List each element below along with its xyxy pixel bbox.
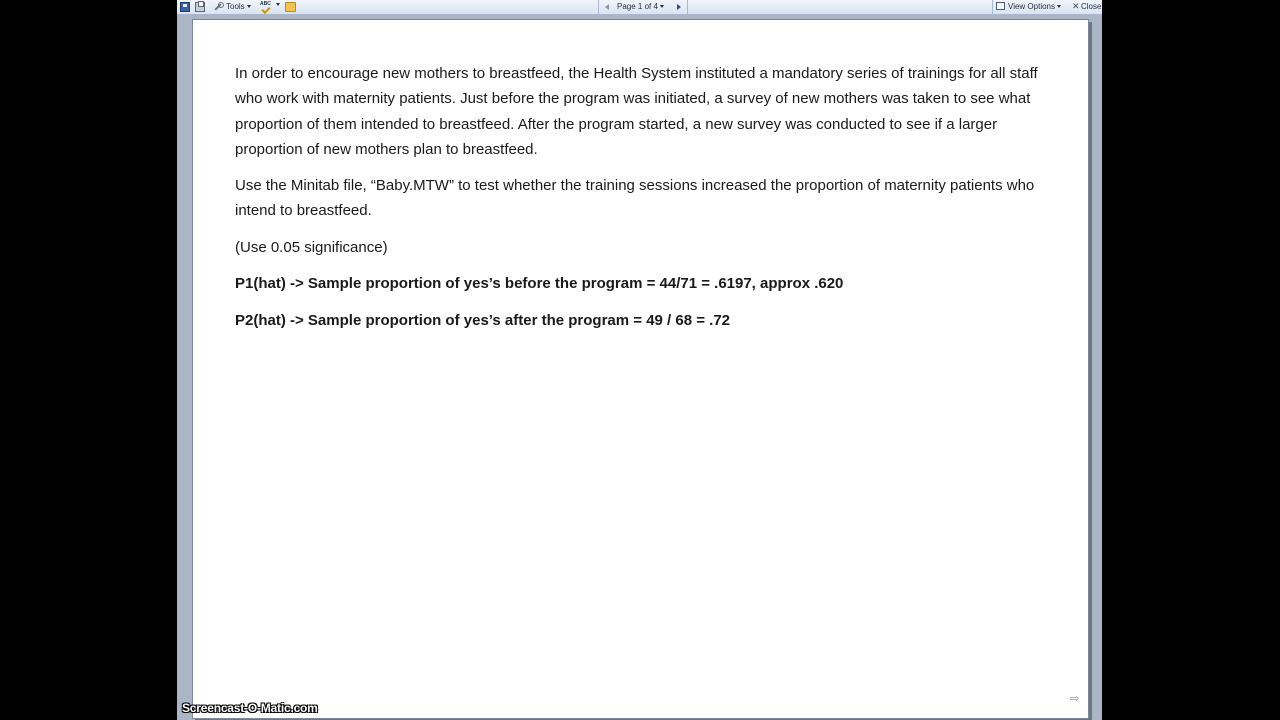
folder-icon[interactable]: [285, 2, 296, 12]
reading-toolbar: [177, 0, 1102, 15]
page-indicator: Page 1 of 4: [617, 2, 658, 11]
print-icon[interactable]: [195, 2, 205, 12]
close-label: Close: [1081, 2, 1102, 11]
arrow-icon[interactable]: ⇨: [1070, 693, 1080, 705]
tools-menu-button[interactable]: [226, 2, 251, 12]
tools-icon[interactable]: [213, 2, 223, 12]
save-icon[interactable]: [180, 2, 190, 12]
chevron-down-icon: [1057, 5, 1061, 8]
chevron-down-icon[interactable]: [276, 3, 280, 6]
watermark: Screencast-O-Matic.com: [182, 701, 318, 715]
close-icon: ✕: [1072, 1, 1080, 11]
document-page[interactable]: [192, 19, 1089, 719]
paragraph-instructions: Use the Minitab file, “Baby.MTW” to test whether the training sessions increased the proportion of maternity patients who intend to breastfeed.: [235, 177, 1035, 220]
close-button[interactable]: [1072, 0, 1102, 14]
page-indicator-button[interactable]: [617, 2, 664, 12]
full-screen-reading-window: [177, 0, 1102, 720]
tools-label: Tools: [226, 2, 245, 11]
paragraph-p1-hat: P1(hat) -> Sample proportion of yes’s before the program = 44/71 = .6197, approx .620: [235, 275, 844, 293]
chevron-down-icon: [247, 5, 251, 8]
next-page-icon[interactable]: [677, 4, 681, 10]
prev-page-icon[interactable]: [605, 4, 609, 10]
view-options-icon: [996, 2, 1005, 10]
document-body[interactable]: [235, 61, 1055, 345]
spell-check-icon[interactable]: [260, 2, 272, 12]
view-options-label: View Options: [1008, 2, 1055, 11]
view-options-button[interactable]: [992, 0, 1061, 14]
paragraph-p2-hat: P2(hat) -> Sample proportion of yes’s after the program = 49 / 68 = .72: [235, 312, 731, 330]
paragraph-significance: (Use 0.05 significance): [235, 238, 388, 256]
paragraph-intro: In order to encourage new mothers to breastfeed, the Health System instituted a mandatory series of trainings for all staff who work with maternity patients. Just before the program was initiated, a survey of new mothers was taken to see what proportion of them intended to breastfeed. After the program started, a new survey was conducted to see if a larger proportion of new mothers plan to breastfeed.: [235, 65, 1038, 158]
chevron-down-icon: [660, 5, 664, 8]
page-navigation: [598, 0, 688, 14]
